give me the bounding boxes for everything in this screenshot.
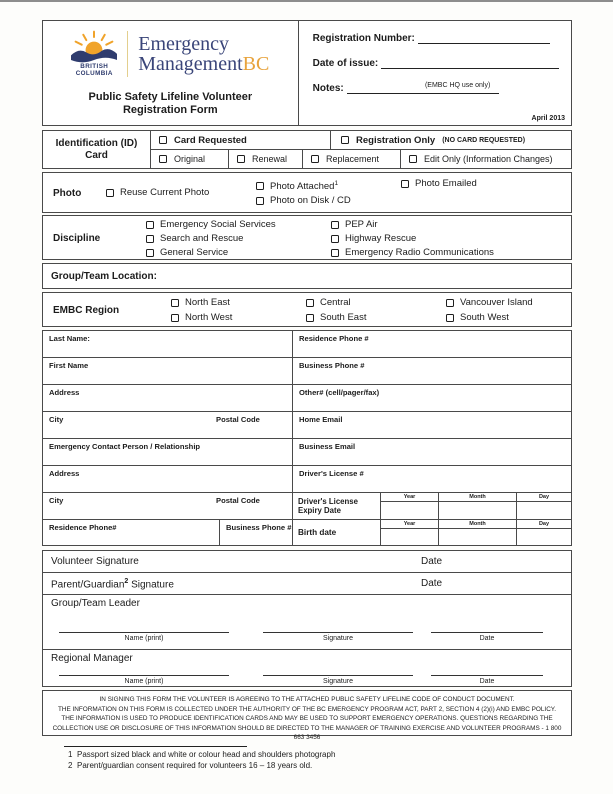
other-phone-field[interactable]: [293, 385, 571, 411]
header-section: [42, 20, 572, 126]
pep-air-label: PEP Air: [345, 219, 378, 230]
checkbox-icon[interactable]: [171, 314, 179, 322]
table-row: [43, 331, 571, 358]
legal-line1: IN SIGNING THIS FORM THE VOLUNTEER IS AGREEING TO THE ATTACHED PUBLIC SAFETY LIFELINE CODE OF CONDUCT DOCUMENT.: [99, 696, 515, 703]
leader-name-line-label: Name (print): [124, 635, 164, 642]
signatures-section: [42, 550, 572, 687]
checkbox-icon[interactable]: [306, 299, 314, 307]
leader-name-signature-line[interactable]: [59, 632, 229, 633]
date-of-issue-label: Date of issue:: [312, 58, 379, 69]
form-version: April 2013: [531, 115, 565, 122]
id-card-section-label: Identification (ID) Card: [43, 131, 151, 168]
south-east-option[interactable]: [306, 313, 366, 323]
checkbox-icon[interactable]: [237, 155, 245, 163]
wordmark-line2: ManagementBC: [138, 52, 270, 75]
home-email-field[interactable]: [293, 412, 571, 438]
parent-guardian-signature-row[interactable]: [43, 573, 571, 595]
radio-communications-label: Emergency Radio Communications: [345, 247, 494, 258]
footnote-2: 2 Parent/guardian consent required for volunteers 16 – 18 years old.: [68, 761, 313, 770]
group-team-leader-label: Group/Team Leader: [51, 598, 140, 609]
date-of-issue-row: [313, 58, 559, 69]
footnote-2-marker: 2: [68, 761, 73, 770]
license-expiry-label: Driver's License Expiry Date: [293, 493, 381, 519]
contact-residence-phone-label: Residence Phone#: [49, 523, 117, 532]
home-email-label: Home Email: [299, 415, 343, 424]
business-email-label: Business Email: [299, 442, 356, 451]
checkbox-icon[interactable]: [341, 136, 349, 144]
year-column-header: Year: [381, 493, 438, 502]
leader-signature-line[interactable]: [263, 632, 413, 633]
photo-attached-footnote-marker: 1: [334, 180, 339, 187]
form-title-line1: Public Safety Lifeline Volunteer: [88, 91, 253, 103]
embc-region-section: [42, 292, 572, 327]
photo-section: [42, 172, 572, 213]
contact-phones-field[interactable]: [43, 520, 293, 545]
checkbox-icon[interactable]: [146, 249, 154, 257]
manager-signature-line[interactable]: [263, 675, 413, 676]
emergency-contact-field[interactable]: [43, 439, 293, 465]
table-row: [43, 385, 571, 412]
contact-city-label: City: [49, 496, 64, 505]
photo-attached-option[interactable]: [256, 179, 338, 192]
south-east-label: South East: [320, 312, 367, 323]
wordmark-bc-suffix: BC: [242, 52, 270, 75]
month-column-header: Month: [439, 520, 516, 529]
sun-mountains-icon: [71, 30, 117, 64]
registration-number-row: [313, 33, 559, 44]
discipline-section: [42, 215, 572, 260]
month-column-header: Month: [439, 493, 516, 502]
scan-artifact-line: [0, 0, 613, 2]
footnote-1-marker: 1: [68, 750, 73, 759]
footnote-1: 1 Passport sized black and white or colour head and shoulders photograph: [68, 750, 336, 759]
leader-signature-line-label: Signature: [323, 635, 353, 642]
notes-label: Notes:: [312, 83, 344, 94]
checkbox-icon[interactable]: [146, 235, 154, 243]
drivers-license-label: Driver's License #: [299, 469, 364, 478]
registration-number-label: Registration Number:: [312, 33, 415, 44]
personal-info-table: [42, 330, 572, 546]
expiry-day-input[interactable]: [517, 502, 571, 519]
ess-option[interactable]: [146, 220, 276, 230]
checkbox-icon[interactable]: [331, 221, 339, 229]
residence-phone-field[interactable]: [293, 331, 571, 357]
manager-signature-line-label: Signature: [323, 678, 353, 685]
checkbox-icon[interactable]: [331, 249, 339, 257]
central-label: Central: [320, 297, 351, 308]
volunteer-signature-label: Volunteer Signature: [51, 556, 139, 567]
emergency-contact-label: Emergency Contact Person / Relationship: [49, 442, 201, 451]
radio-communications-option[interactable]: [331, 248, 494, 258]
manager-date-line-label: Date: [479, 678, 495, 685]
business-email-field[interactable]: [293, 439, 571, 465]
table-row: [43, 358, 571, 385]
registration-only-label: Registration Only: [356, 134, 436, 146]
registration-only-note: (NO CARD REQUESTED): [442, 136, 526, 144]
leader-date-line[interactable]: [431, 632, 543, 633]
birth-date-field: [293, 520, 571, 545]
photo-on-disk-option[interactable]: [256, 196, 351, 206]
license-expiry-field: [293, 493, 571, 519]
parent-guardian-date-label: Date: [421, 578, 443, 589]
manager-name-signature-line[interactable]: [59, 675, 229, 676]
replacement-option[interactable]: [303, 150, 401, 168]
address-label: Address: [49, 388, 80, 397]
legal-line2: THE INFORMATION ON THIS FORM IS COLLECTED UNDER THE AUTHORITY OF THE BC EMERGENCY PROGRAM ACT, PART 2, SECTION 4 (2)(i) AND EMBC POLICY. THE INFORMATION IS USED TO PRODUCE IDENTIFICATION CARDS AND MAY BE USED TO SUPPORT EMERGENCY OPERATIONS. QUESTIONS REGARDING THE COLLECTION USE OR DISCLOSURE OF THIS INFORMATION SHOULD BE DIRECTED TO THE MANAGER OF TRAINING EXERCISE AND VOLUNTEER PROGRAMS - 1 800 663 3456: [52, 705, 562, 742]
form-title: [43, 91, 298, 117]
registration-only-option[interactable]: [331, 131, 571, 149]
city-label: City: [49, 415, 64, 424]
south-west-label: South West: [460, 312, 509, 323]
original-label: Original: [174, 154, 206, 164]
footnote-separator: [64, 746, 247, 747]
checkbox-icon[interactable]: [146, 221, 154, 229]
checkbox-icon[interactable]: [171, 299, 179, 307]
id-card-section: [42, 130, 572, 169]
card-requested-option[interactable]: [151, 131, 331, 149]
group-team-location-section[interactable]: [42, 263, 572, 289]
contact-address-field[interactable]: [43, 466, 293, 492]
sar-label: Search and Rescue: [160, 233, 244, 244]
form-title-line2: Registration Form: [122, 104, 218, 116]
general-service-label: General Service: [160, 247, 229, 258]
checkbox-icon[interactable]: [159, 155, 167, 163]
south-west-option[interactable]: [446, 313, 509, 323]
date-of-issue-input[interactable]: [381, 59, 559, 69]
pep-air-option[interactable]: [331, 220, 378, 230]
drivers-license-field[interactable]: [293, 466, 571, 492]
table-row: [43, 439, 571, 466]
table-row: [43, 493, 571, 520]
renewal-option[interactable]: [229, 150, 303, 168]
contact-business-phone-label: Business Phone #: [226, 523, 292, 532]
registration-number-input[interactable]: [418, 34, 550, 44]
checkbox-icon[interactable]: [159, 136, 167, 144]
leader-date-line-label: Date: [479, 635, 495, 642]
reuse-current-photo-option[interactable]: [106, 188, 209, 198]
header-office-use: [299, 21, 571, 125]
embc-region-label: EMBC Region: [53, 305, 120, 316]
business-phone-label: Business Phone #: [299, 361, 365, 370]
bc-government-logo: [71, 30, 117, 77]
highway-rescue-option[interactable]: [331, 234, 416, 244]
brand-divider: [127, 31, 128, 77]
parent-guardian-label: Parent/Guardian: [51, 579, 125, 591]
highway-rescue-label: Highway Rescue: [345, 233, 417, 244]
expiry-year-input[interactable]: [381, 502, 438, 519]
photo-on-disk-label: Photo on Disk / CD: [270, 195, 351, 206]
edit-only-label: Edit Only (Information Changes): [424, 154, 553, 164]
volunteer-date-label: Date: [421, 556, 443, 567]
header-branding: [43, 21, 299, 125]
expiry-month-input[interactable]: [439, 502, 516, 519]
last-name-label: Last Name:: [49, 334, 90, 343]
first-name-label: First Name: [49, 361, 89, 370]
north-east-option[interactable]: [171, 298, 230, 308]
north-east-label: North East: [185, 297, 230, 308]
other-phone-label: Other# (cell/pager/fax): [299, 388, 380, 397]
regional-manager-row: [43, 650, 571, 686]
checkbox-icon[interactable]: [446, 314, 454, 322]
parent-guardian-label-suffix: Signature: [131, 579, 174, 591]
org-name-line1: BRITISH: [80, 63, 109, 70]
checkbox-icon[interactable]: [106, 189, 114, 197]
north-west-label: North West: [185, 312, 233, 323]
wordmark-line1: Emergency: [138, 32, 229, 55]
first-name-field[interactable]: [43, 358, 293, 384]
hq-use-only-note: (EMBC HQ use only): [424, 82, 491, 89]
checkbox-icon[interactable]: [401, 180, 409, 188]
city-postal-field[interactable]: [43, 412, 293, 438]
birth-day-input[interactable]: [517, 529, 571, 545]
ess-label: Emergency Social Services: [160, 219, 276, 230]
table-row: [43, 466, 571, 493]
manager-date-line[interactable]: [431, 675, 543, 676]
table-row: [43, 412, 571, 439]
sar-option[interactable]: [146, 234, 243, 244]
org-name-line2: COLUMBIA: [75, 69, 113, 77]
renewal-label: Renewal: [252, 154, 288, 164]
original-option[interactable]: [151, 150, 229, 168]
address-field[interactable]: [43, 385, 293, 411]
central-option[interactable]: [306, 298, 351, 308]
vancouver-island-option[interactable]: [446, 298, 533, 308]
regional-manager-label: Regional Manager: [51, 653, 133, 664]
cell-divider: [219, 520, 220, 545]
postal-code-label: Postal Code: [216, 415, 260, 424]
legal-notice: [42, 690, 572, 742]
photo-emailed-label: Photo Emailed: [415, 178, 477, 189]
checkbox-icon[interactable]: [311, 155, 319, 163]
photo-emailed-option[interactable]: [401, 179, 477, 189]
day-column-header: Day: [517, 493, 571, 502]
contact-postal-code-label: Postal Code: [216, 496, 260, 505]
checkbox-icon[interactable]: [306, 314, 314, 322]
table-row: [43, 520, 571, 545]
manager-name-line-label: Name (print): [124, 678, 164, 685]
north-west-option[interactable]: [171, 313, 232, 323]
checkbox-icon[interactable]: [256, 182, 264, 190]
year-column-header: Year: [381, 520, 438, 529]
checkbox-icon[interactable]: [409, 155, 417, 163]
embc-wordmark: [138, 34, 269, 74]
day-column-header: Day: [517, 520, 571, 529]
general-service-option[interactable]: [146, 248, 228, 258]
edit-only-option[interactable]: [401, 150, 571, 168]
replacement-label: Replacement: [326, 154, 380, 164]
discipline-section-label: Discipline: [53, 233, 101, 244]
checkbox-icon[interactable]: [256, 197, 264, 205]
birth-year-input[interactable]: [381, 529, 438, 545]
reuse-current-photo-label: Reuse Current Photo: [120, 187, 210, 198]
contact-city-postal-field[interactable]: [43, 493, 293, 519]
group-team-location-label: Group/Team Location:: [51, 271, 157, 282]
photo-section-label: Photo: [53, 188, 82, 199]
last-name-field[interactable]: [43, 331, 293, 357]
residence-phone-label: Residence Phone #: [299, 334, 369, 343]
group-team-leader-row: [43, 595, 571, 650]
business-phone-field[interactable]: [293, 358, 571, 384]
card-requested-label: Card Requested: [174, 134, 247, 146]
checkbox-icon[interactable]: [446, 299, 454, 307]
vancouver-island-label: Vancouver Island: [460, 297, 533, 308]
parent-guardian-footnote-marker: 2: [124, 578, 129, 585]
photo-attached-label: Photo Attached: [270, 181, 335, 193]
contact-address-label: Address: [49, 469, 80, 478]
checkbox-icon[interactable]: [331, 235, 339, 243]
birth-date-label: Birth date: [293, 520, 381, 545]
volunteer-signature-row[interactable]: [43, 551, 571, 573]
birth-month-input[interactable]: [439, 529, 516, 545]
